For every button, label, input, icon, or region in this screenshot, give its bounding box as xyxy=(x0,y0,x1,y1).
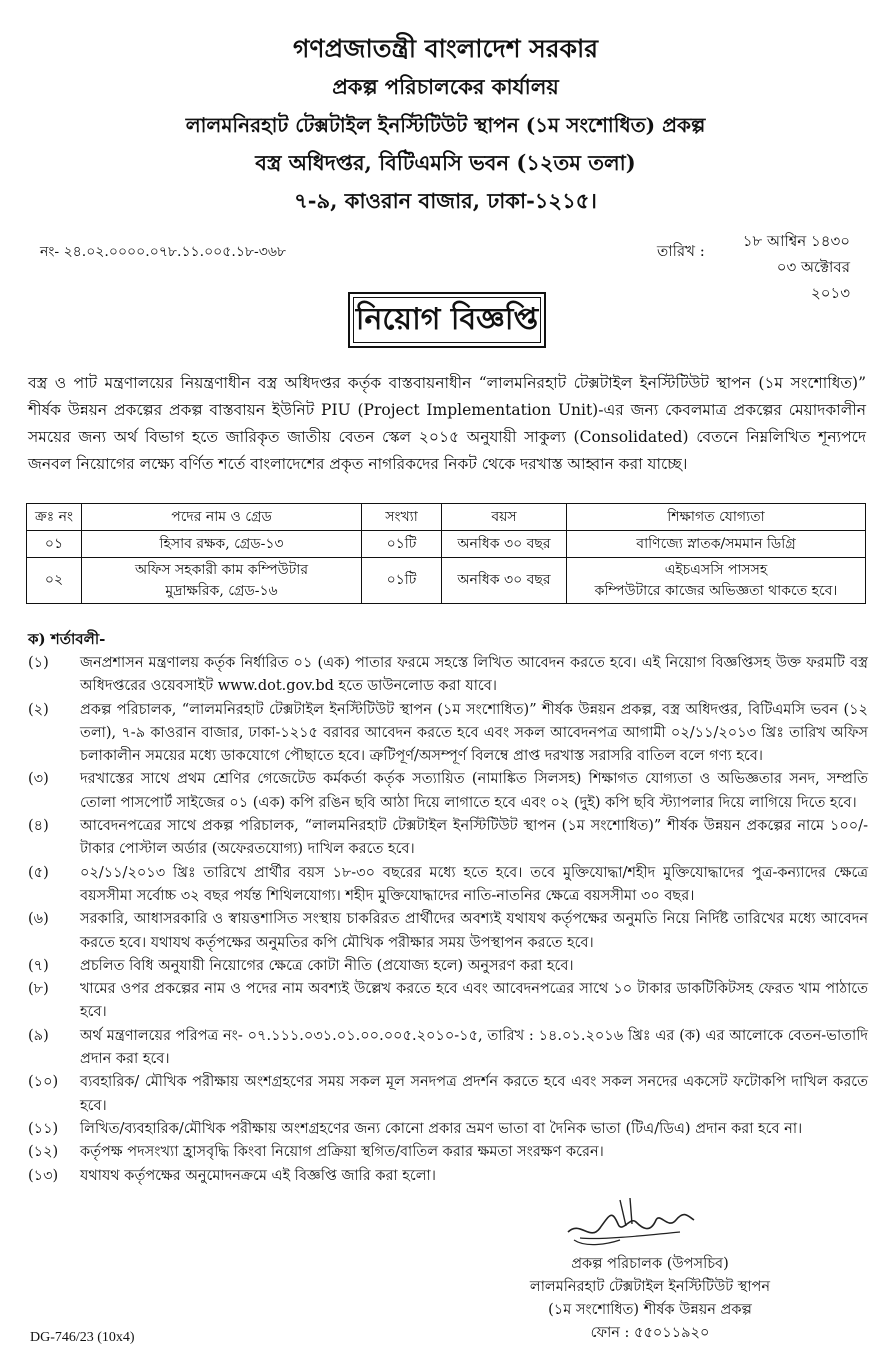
condition-item xyxy=(28,652,868,699)
date-english: ০৩ অক্টোবর ২০১৩ xyxy=(776,258,850,302)
condition-item xyxy=(28,955,868,978)
condition-item xyxy=(28,815,868,862)
cell-post-line: অফিস সহকারী কাম কম্পিউটার xyxy=(134,561,309,578)
handwritten-signature xyxy=(560,1190,700,1250)
condition-item xyxy=(28,1025,868,1072)
notice-title-box xyxy=(348,292,546,348)
condition-number: (১১) xyxy=(28,1120,59,1137)
condition-item xyxy=(28,862,868,909)
table-row xyxy=(27,558,866,604)
condition-text: যথাযথ কর্তৃপক্ষের অনুমোদনক্রমে এই বিজ্ঞপ্তি জারি করা হলো। xyxy=(80,1167,436,1184)
date-block xyxy=(735,228,850,306)
government-title: গণপ্রজাতন্ত্রী বাংলাদেশ সরকার xyxy=(293,34,598,63)
office-address: ৭-৯, কাওরান বাজার, ঢাকা-১২১৫। xyxy=(294,188,597,213)
condition-number: (৬) xyxy=(28,911,49,928)
condition-text: জনপ্রশাসন মন্ত্রণালয় কর্তৃক নির্ধারিত ০১ (এক) পাতার ফরমে সহস্তে লিখিত আবেদন করতে হবে। এই নিয়োগ বিজ্ঞপ্তিসহ উক্ত ফরমটি বস্ত্র অধিদপ্তরের ওয়েবসাইট www.dot.gov.bd হতে ডাউনলোড করা যাবে। xyxy=(80,655,868,695)
cell-post xyxy=(82,558,362,604)
condition-number: (৪) xyxy=(28,818,49,835)
condition-text: প্রচলিত বিধি অনুযায়ী নিয়োগের ক্ষেত্রে কোটা নীতি (প্রযোজ্য হলে) অনুসরণ করা হবে। xyxy=(80,957,574,974)
notice-title: নিয়োগ বিজ্ঞপ্তি xyxy=(355,301,539,337)
vacancy-table xyxy=(26,503,866,604)
condition-number: (৩) xyxy=(28,771,49,788)
cell-age: অনধিক ৩০ বছর xyxy=(442,531,567,558)
condition-text: দরখাস্তের সাথে প্রথম শ্রেণির গেজেটেড কর্মকর্তা কর্তৃক সত্যায়িত (নামাঙ্কিত সিলসহ) শিক্ষাগত যোগ্যতা ও অভিজ্ঞতার সনদ, সম্প্রতি তোলা পাসপোর্ট সাইজের ০১ (এক) কপি রঙিন ছবি আঠা দিয়ে লাগাতে হবে এবং ০২ (দুই) কপি ছবি স্ট্যাপলার দিয়ে লাগিয়ে দিতে হবে। xyxy=(80,771,868,811)
cell-post: হিসাব রক্ষক, গ্রেড-১৩ xyxy=(82,531,362,558)
cell-qualification-line: এইচএসসি পাসসহ xyxy=(664,561,768,578)
condition-item xyxy=(28,908,868,955)
col-post: পদের নাম ও গ্রেড xyxy=(82,504,362,531)
condition-text: অর্থ মন্ত্রণালয়ের পরিপত্র নং- ০৭.১১১.০৩১.০১.০০.০০৫.২০১০-১৫, তারিখ : ১৪.০১.২০১৬ খ্রিঃ এর (ক) এর আলোকে বেতন-ভাতাদি প্রদান করা হবে। xyxy=(80,1027,868,1068)
table-header-row xyxy=(27,504,866,531)
cell-qualification-line: কম্পিউটারে কাজের অভিজ্ঞতা থাকতে হবে। xyxy=(594,582,838,599)
signatory-project-line2: (১ম সংশোধিত) শীর্ষক উন্নয়ন প্রকল্প xyxy=(548,1302,752,1318)
cell-count: ০১টি xyxy=(362,531,442,558)
condition-text: কর্তৃপক্ষ পদসংখ্যা হ্রাসবৃদ্ধি কিংবা নিয়োগ প্রক্রিয়া স্থগিত/বাতিল করার ক্ষমতা সংরক্ষণ করেন। xyxy=(80,1144,604,1161)
condition-number: (১৩) xyxy=(28,1167,59,1184)
condition-text: ০২/১১/২০১৩ খ্রিঃ তারিখে প্রার্থীর বয়স ১৮-৩০ বছরের মধ্যে হতে হবে। তবে মুক্তিযোদ্ধা/শহীদ মুক্তিযোদ্ধাদের পুত্র-কন্যাদের ক্ষেত্রে বয়সসীমা সর্বোচ্চ ৩২ বছর পর্যন্ত শিথিলযোগ্য। শহীদ মুক্তিযোদ্ধাদের নাতি-নাতনির ক্ষেত্রে বয়সসীমা ৩০ বছর। xyxy=(80,864,868,904)
condition-number: (১২) xyxy=(28,1144,59,1161)
col-qualification: শিক্ষাগত যোগ্যতা xyxy=(567,504,866,531)
table-row xyxy=(27,531,866,558)
condition-number: (২) xyxy=(28,701,49,718)
condition-text: ব্যবহারিক/ মৌখিক পরীক্ষায় অংশগ্রহণের সময় সকল মূল সনদপত্র প্রদর্শন করতে হবে এবং সকল সনদের একসেট ফটোকপি দাখিল করতে হবে। xyxy=(80,1074,868,1114)
cell-post-line: মুদ্রাক্ষরিক, গ্রেড-১৬ xyxy=(165,582,278,599)
signatory-designation: প্রকল্প পরিচালক (উপসচিব) xyxy=(571,1256,729,1272)
condition-item xyxy=(28,1071,868,1118)
condition-item xyxy=(28,978,868,1025)
condition-item xyxy=(28,1118,868,1141)
condition-number: (৫) xyxy=(28,864,49,881)
cell-qualification: বাণিজ্যে স্নাতক/সমমান ডিগ্রি xyxy=(567,531,866,558)
condition-item xyxy=(28,1141,868,1164)
condition-number: (১) xyxy=(28,655,49,671)
condition-number: (৮) xyxy=(28,981,49,998)
signatory-project-line1: লালমনিরহাট টেক্সটাইল ইনস্টিটিউট স্থাপন xyxy=(529,1279,771,1295)
condition-number: (৯) xyxy=(28,1027,49,1044)
condition-item xyxy=(28,699,868,769)
condition-text: খামের ওপর প্রকল্পের নাম ও পদের নাম অবশ্যই উল্লেখ করতে হবে এবং আবেদনপত্রের সাথে ১০ টাকার ডাকটিকিটসহ ফেরত খাম পাঠাতে হবে। xyxy=(80,981,868,1021)
cell-age: অনধিক ৩০ বছর xyxy=(442,558,567,604)
cell-qualification xyxy=(567,558,866,604)
condition-item xyxy=(28,768,868,815)
signature-block xyxy=(440,1253,860,1345)
date-label: তারিখ : xyxy=(657,242,705,260)
cell-count: ০১টি xyxy=(362,558,442,604)
condition-number: (৭) xyxy=(28,957,49,974)
condition-text: সরকারি, আধাসরকারি ও স্বায়ত্তশাসিত সংস্থায় চাকরিরত প্রার্থীদের অবশ্যই যথাযথ কর্তৃপক্ষের অনুমতি নিয়ে নির্দিষ্ট তারিখের মধ্যে আবেদন করতে হবে। যথাযথ কর্তৃপক্ষের অনুমতির কপি মৌখিক পরীক্ষার সময় উপস্থাপন করতে হবে। xyxy=(80,911,868,951)
signatory-phone: ফোন : ৫৫০১১৯২০ xyxy=(590,1325,710,1341)
department-name: বস্ত্র অধিদপ্তর, বিটিএমসি ভবন (১২তম তলা) xyxy=(255,150,636,175)
col-age: বয়স xyxy=(442,504,567,531)
condition-text: আবেদনপত্রের সাথে প্রকল্প পরিচালক, “লালমনিরহাট টেক্সটাইল ইনস্টিটিউট স্থাপন (১ম সংশোধিত)” শীর্ষক উন্নয়ন প্রকল্পের নামে ১০০/- টাকার পোস্টাল অর্ডার (অফেরতযোগ্য) দাখিল করতে হবে। xyxy=(80,818,868,858)
cell-serial: ০২ xyxy=(27,558,82,604)
col-serial: ক্রঃ নং xyxy=(27,504,82,531)
date-bengali: ১৮ আশ্বিন ১৪৩০ xyxy=(742,232,850,250)
condition-item xyxy=(28,1165,868,1188)
intro-paragraph: বস্ত্র ও পাট মন্ত্রণালয়ের নিয়ন্ত্রণাধীন বস্ত্র অধিদপ্তর কর্তৃক বাস্তবায়নাধীন “লালমনিরহাট টেক্সটাইল ইনস্টিটিউট স্থাপন (১ম সংশোধিত)” শীর্ষক উন্নয়ন প্রকল্পের প্রকল্প বাস্তবায়ন ইউনিট PIU (Project Implementation Unit)-এর জন্য কেবলমাত্র প্রকল্পের মেয়াদকালীন সময়ের জন্য অর্থ বিভাগ হতে জারিকৃত জাতীয় বেতন স্কেল ২০১৫ অনুযায়ী সাকুল্য (Consolidated) বেতনে নিম্নলিখিত শূন্যপদে জনবল নিয়োগের লক্ষ্যে বর্ণিত শর্তে বাংলাদেশের প্রকৃত নাগরিকদের নিকট থেকে দরখাস্ত আহ্বান করা যাচ্ছে। xyxy=(28,374,866,473)
conditions-list xyxy=(28,652,868,1188)
condition-text: লিখিত/ব্যবহারিক/মৌখিক পরীক্ষায় অংশগ্রহণের জন্য কোনো প্রকার ভ্রমণ ভাতা বা দৈনিক ভাতা (টিএ/ডিএ) প্রদান করা হবে না। xyxy=(80,1120,803,1137)
condition-text: প্রকল্প পরিচালক, “লালমনিরহাট টেক্সটাইল ইনস্টিটিউট স্থাপন (১ম সংশোধিত)” শীর্ষক উন্নয়ন প্রকল্প, বস্ত্র অধিদপ্তর, বিটিএমসি ভবন (১২ তলা), ৭-৯ কাওরান বাজার, ঢাকা-১২১৫ বরাবর আবেদন করতে হবে এবং সকল আবেদনপত্র আগামী ০২/১১/২০১৩ খ্রিঃ তারিখ অফিস চলাকালীন সময়ের মধ্যে ডাকযোগে পৌছাতে হবে। ত্রুটিপূর্ণ/অসম্পূর্ণ বিলম্বে প্রাপ্ত দরখাস্ত সরাসরি বাতিল বলে গণ্য হবে। xyxy=(80,701,868,765)
memo-number: নং- ২৪.০২.০০০০.০৭৮.১১.০০৫.১৮-৩৬৮ xyxy=(40,244,287,260)
cell-serial: ০১ xyxy=(27,531,82,558)
project-name: লালমনিরহাট টেক্সটাইল ইনস্টিটিউট স্থাপন (১ম সংশোধিত) প্রকল্প xyxy=(185,113,706,137)
conditions-heading: ক) শর্তাবলী- xyxy=(28,630,106,648)
condition-number: (১০) xyxy=(28,1074,59,1091)
office-name: প্রকল্প পরিচালকের কার্যালয় xyxy=(332,74,559,99)
letterhead xyxy=(0,30,891,220)
dg-code: DG-746/23 (10x4) xyxy=(30,1330,135,1345)
col-count: সংখ্যা xyxy=(362,504,442,531)
